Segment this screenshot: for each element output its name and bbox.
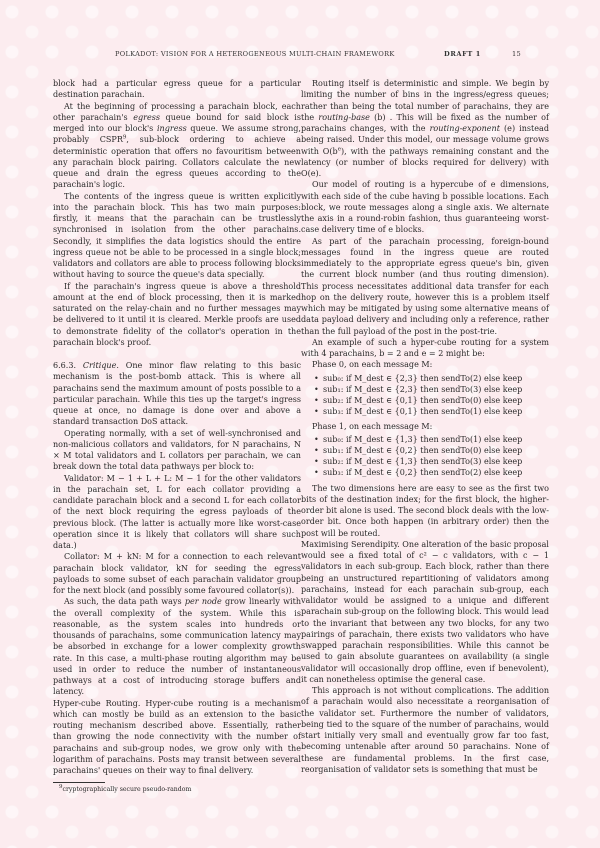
section-title: Critique.: [82, 361, 119, 370]
page-number: 15: [512, 50, 521, 58]
footnote: $^9$cryptographically secure pseudo-random: [59, 784, 192, 794]
list-item: • sub₀: if M_dest ∈ {1,3} then sendTo(1) else keep: [323, 434, 549, 445]
paragraph: As such, the data path ways per node grow linearly with the overall complexity of the system. While this is reasonable, as the system scales into hundreds or thousands of parachains, some communication latency may be absorbed in exchange for a lower complexity growth rate. In this case, a multi-phase routing algorithm may be used in order to reduce the number of instantaneous pathways at a cost of introducing storage buffers and latency.: [53, 597, 302, 697]
paragraph: Routing itself is deterministic and simple. We begin by limiting the number of bins in the ingress/egress queues; rather than being the total number of parachains, they are the routing-base (b) . This will be fixed as the number of parachains changes, with the routing-exponent (e) instead being raised. Under this model, our message volume grows with $O(b^e)$, with the pathways remaining constant and the latency (or number of blocks required for delivery) with O(e).: [301, 79, 549, 178]
left-column: [53, 78, 301, 794]
paragraph: Collator: M + kN: M for a connection to each relevant parachain block validator, kN for seeding the egress payloads to some subset of each parachain validator group for the next block (and possibly some favoured collator(s)).: [53, 552, 301, 595]
paragraph: Our model of routing is a hypercube of e dimensions, with each side of the cube having b possible locations. Each block, we route messages along a single axis. We alternate the axis in a round-robin fashion, thus guaranteeing worst-case delivery time of e blocks.: [301, 180, 549, 235]
paragraph: The contents of the ingress queue is written explicitly into the parachain block. This has two main purposes: firstly, it means that the parachain can be trustlessly synchronised in isolation from the other parachains. Secondly, it simplifies the data logistics should the entire ingress queue not be able to be processed in a single block; validators and collators are able to process following blocks without having to source the queue's data specially.: [53, 191, 301, 280]
paragraph: At the beginning of processing a parachain block, each other parachain's egress queue bound for said block is merged into our block's ingress queue. We assume strong, probably CSPR$^9$, sub-block ordering to achieve a deterministic operation that offers no favouritism between any parachain block pairing. Collators calculate the new queue and drain the egress queues according to the parachain's logic.: [53, 101, 301, 190]
list-item: • sub₃: if M_dest ∈ {0,2} then sendTo(2) else keep: [323, 467, 549, 478]
paragraph: Maximising Serendipity. One alteration of the basic proposal would see a fixed total of c² − c validators, with c − 1 validators in each sub-group. Each block, rather than there being an unstructured repartitioning of validators among parachains, instead for each parachain sub-group, each validator would be assigned to a unique and different parachain sub-group on the following block. This would lead to the invariant that between any two blocks, for any two pairings of parachain, there exists two validators who have swapped parachain responsibilities. While this cannot be used to gain absolute guarantees on availability (a single validator will occasionally drop offline, even if benevolent), it can nonetheless optimise the general case.: [301, 539, 549, 684]
list-item: • sub₁: if M_dest ∈ {2,3} then sendTo(3) else keep: [323, 384, 549, 395]
running-header: [0, 50, 600, 64]
footnote-ref[interactable]: 9: [122, 134, 127, 141]
paragraph: If the parachain's ingress queue is above a threshold amount at the end of block processing, then it is marked saturated on the relay-chain and no further messages may be delivered to it until it is cleared. Merkle proofs are used to demonstrate fidelity of the collator's operation in the parachain block's proof.: [53, 281, 301, 347]
phase0-list: [301, 373, 549, 417]
draft-label: DRAFT 1: [444, 50, 481, 58]
list-item: • sub₂: if M_dest ∈ {0,1} then sendTo(0) else keep: [323, 395, 549, 406]
phase-label: Phase 1, on each message M:: [312, 421, 433, 431]
paragraph: This approach is not without complications. The addition of a parachain would also necessitate a reorganisation of the validator set. Furthermore the number of validators, being tied to the square of the number of parachains, would start initially very small and eventually grow far too fast, becoming untenable after around 50 parachains. None of these are fundamental problems. In the first case, reorganisation of validator sets is something that must be: [301, 686, 549, 774]
running-title: POLKADOT: VISION FOR A HETEROGENEOUS MULTI-CHAIN FRAMEWORK: [115, 50, 395, 58]
right-column: [301, 78, 549, 775]
section-number: 6.6.3.: [53, 361, 77, 370]
section-gap: [53, 348, 301, 360]
list-item: • sub₁: if M_dest ∈ {0,2} then sendTo(0) else keep: [323, 445, 549, 456]
paragraph: The two dimensions here are easy to see as the first two bits of the destination index; for the first block, the higher-order bit alone is used. The second block deals with the low-order bit. Once both happen (in arbitrary order) then the post will be routed.: [301, 483, 549, 538]
paragraph: Validator: M − 1 + L + L: M − 1 for the other validators in the parachain set, L for each collator providing a candidate parachain block and a second L for each collator of the next block requiring the egress payloads of the previous block. (The latter is actually more like worst-case operation since it is likely that collators will share such data.): [53, 473, 301, 550]
paragraph: block had a particular egress queue for a particular destination parachain.: [53, 79, 301, 100]
paragraph: An example of such a hyper-cube routing for a system with 4 parachains, b = 2 and e = 2 might be:: [301, 337, 549, 358]
list-item: • sub₀: if M_dest ∈ {2,3} then sendTo(2) else keep: [323, 373, 549, 384]
phase-label: Phase 0, on each message M:: [312, 360, 433, 370]
section-paragraph: 6.6.3. Critique. One minor flaw relating to this basic mechanism is the post-bomb attack. This is where all parachains send the maximum amount of posts possible to a particular parachain. While this ties up the target's ingress queue at once, no damage is done over and above a standard transaction DoS attack.: [53, 361, 301, 427]
paragraph: Hyper-cube Routing. Hyper-cube routing is a mechanism which can mostly be build as an extension to the basic routing mechanism described above. Essentially, rather than growing the node connectivity with the number of parachains and sub-group nodes, we grow only with the logarithm of parachains. Posts may transit between several parachains' queues on their way to final delivery.: [53, 698, 301, 775]
list-item: • sub₃: if M_dest ∈ {0,1} then sendTo(1) else keep: [323, 406, 549, 417]
list-item: • sub₂: if M_dest ∈ {1,3} then sendTo(3) else keep: [323, 456, 549, 467]
paragraph: As part of the parachain processing, foreign-bound messages found in the ingress queue are routed immediately to the appropriate egress queue's bin, given the current block number (and thus routing dimension). This process necessitates additional data transfer for each hop on the delivery route, however this is a problem itself which may be mitigated by using some alternative means of data payload delivery and including only a reference, rather than the full payload of the post in the post-trie.: [301, 236, 549, 336]
phase1-list: [301, 434, 549, 478]
footnote-rule: [53, 782, 105, 783]
paragraph: Operating normally, with a set of well-synchronised and non-malicious collators and validators, for N parachains, N × M total validators and L collators per parachain, we can break down the total data pathways per block to:: [53, 428, 301, 472]
